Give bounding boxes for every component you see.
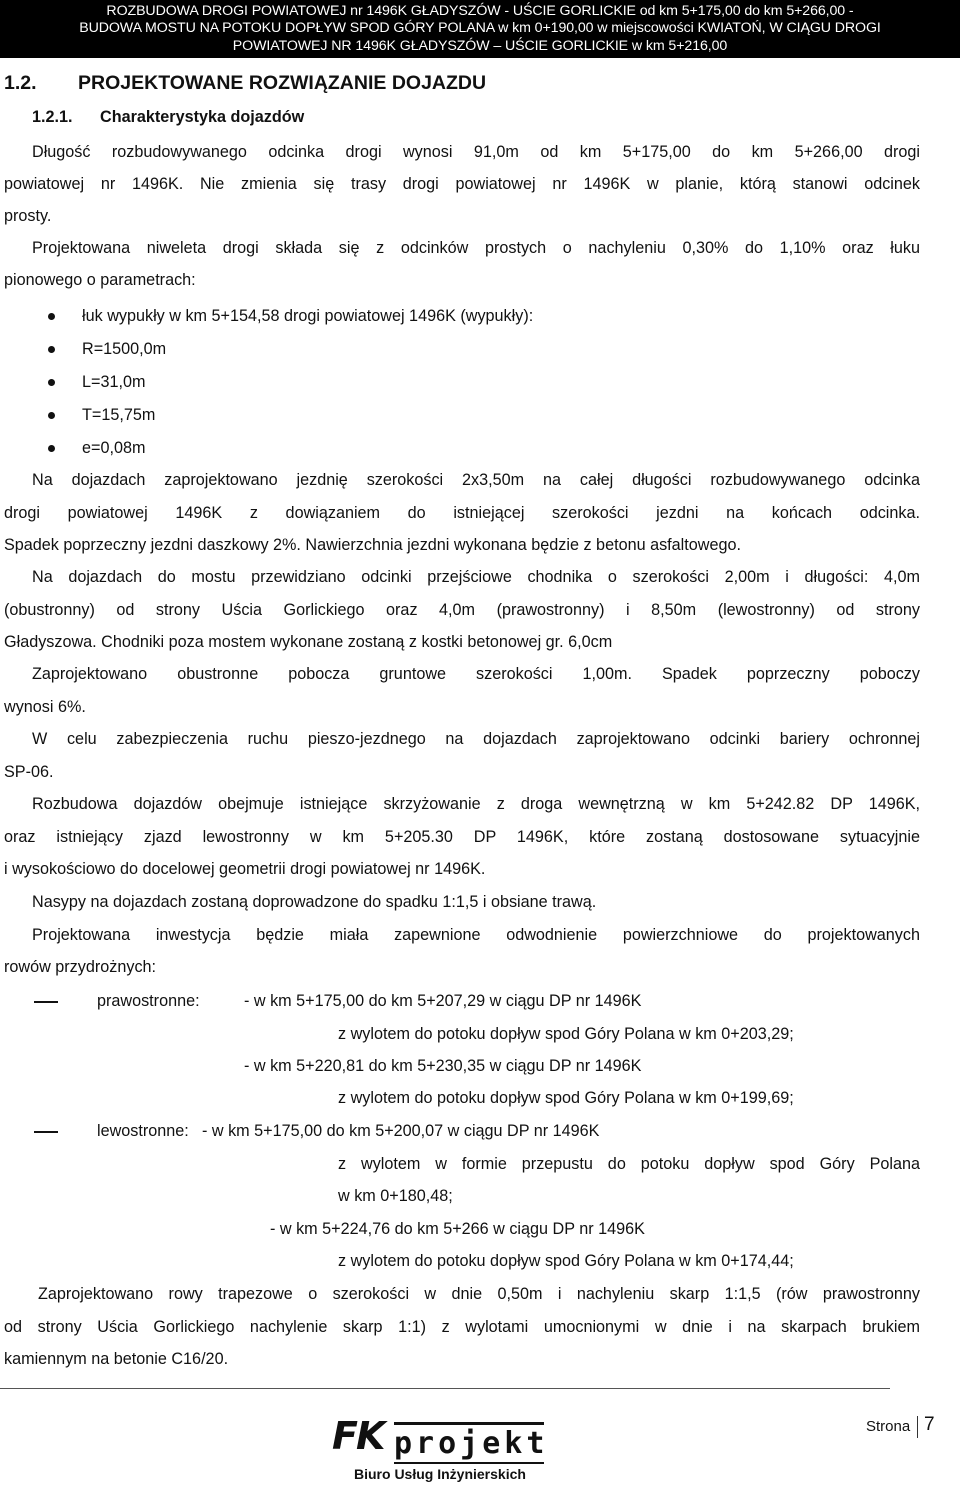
footer-divider — [0, 1388, 890, 1389]
paragraph-line: Na dojazdach do mostu przewidziano odcinki przejściowe chodnika o szerokości 2,00m i długości: 4,0m — [32, 568, 920, 586]
paragraph-line: Zaprojektowano rowy trapezowe o szerokości w dnie 0,50m i nachyleniu skarp 1:1,5 (rów prawostronny — [38, 1285, 920, 1303]
bullet-icon — [48, 379, 55, 386]
section-number: 1.2. — [4, 72, 37, 94]
ditch-segment: - w km 5+175,00 do km 5+207,29 w ciągu DP nr 1496K — [244, 992, 642, 1010]
paragraph-line: i wysokościowo do docelowej geometrii drogi powiatowej nr 1496K. — [4, 860, 486, 878]
logo-wordmark: projekt — [394, 1426, 549, 1461]
subsection-heading — [32, 108, 304, 127]
ditch-label-left: lewostronne: — [97, 1122, 189, 1140]
bullet-icon — [48, 313, 55, 320]
paragraph-line: Rozbudowa dojazdów obejmuje istniejące skrzyżowanie z droga wewnętrzną w km 5+242.82 DP 1496K, — [32, 795, 920, 813]
paragraph-line: pionowego o parametrach: — [4, 271, 196, 289]
list-item: T=15,75m — [82, 406, 156, 424]
paragraph-line: kamiennym na betonie C16/20. — [4, 1350, 229, 1368]
ditch-label-right: prawostronne: — [97, 992, 200, 1010]
ditch-segment: - w km 5+175,00 do km 5+200,07 w ciągu DP nr 1496K — [202, 1122, 600, 1140]
subsection-title: Charakterystyka dojazdów — [100, 108, 305, 126]
paragraph-line: (obustronny) od strony Uścia Gorlickiego oraz 4,0m (prawostronny) i 8,50m (lewostronny) od strony — [4, 601, 920, 619]
paragraph-line: W celu zabezpieczenia ruchu pieszo-jezdnego na dojazdach zaprojektowano odcinki bariery ochronnej — [32, 730, 920, 748]
paragraph-line: Projektowana inwestycja będzie miała zapewnione odwodnienie powierzchniowe do projektowanych — [32, 926, 920, 944]
section-title: PROJEKTOWANE ROZWIĄZANIE DOJAZDU — [78, 72, 487, 94]
list-item: łuk wypukły w km 5+154,58 drogi powiatowej 1496K (wypukły): — [82, 307, 534, 325]
header-line-2: BUDOWA MOSTU NA POTOKU DOPŁYW SPOD GÓRY POLANA w km 0+190,00 w miejscowości KWIATOŃ, W CIĄGU DROGI — [79, 20, 881, 36]
header-line-3: POWIATOWEJ NR 1496K GŁADYSZÓW – UŚCIE GORLICKIE w km 5+216,00 — [232, 38, 728, 54]
header-line-1: ROZBUDOWA DROGI POWIATOWEJ nr 1496K GŁADYSZÓW - UŚCIE GORLICKIE od km 5+175,00 do km 5+266,00 - — [106, 3, 854, 19]
paragraph-line: Na dojazdach zaprojektowano jezdnię szerokości 2x3,50m na całej długości rozbudowywanego odcinka — [32, 471, 920, 489]
list-item: R=1500,0m — [82, 340, 167, 358]
dash-icon — [34, 1001, 58, 1003]
logo-subtitle: Biuro Usług Inżynierskich — [354, 1466, 526, 1482]
paragraph-line: prosty. — [4, 207, 52, 225]
ditch-segment: - w km 5+224,76 do km 5+266 w ciągu DP nr 1496K — [270, 1220, 645, 1238]
ditch-outlet: z wylotem do potoku dopływ spod Góry Polana w km 0+199,69; — [338, 1089, 794, 1107]
paragraph-line: Spadek poprzeczny jezdni daszkowy 2%. Nawierzchnia jezdni wykonana będzie z betonu asfaltowego. — [4, 536, 741, 554]
ditch-outlet: z wylotem do potoku dopływ spod Góry Polana w km 0+203,29; — [338, 1025, 794, 1043]
paragraph-line: Długość rozbudowywanego odcinka drogi wynosi 91,0m od km 5+175,00 do km 5+266,00 drogi — [32, 143, 920, 161]
bullet-icon — [48, 445, 55, 452]
document-header — [0, 0, 960, 58]
bullet-icon — [48, 346, 55, 353]
list-item: L=31,0m — [82, 373, 146, 391]
paragraph-line: wynosi 6%. — [4, 698, 86, 716]
subsection-number: 1.2.1. — [32, 108, 73, 126]
ditch-outlet: w km 0+180,48; — [338, 1187, 453, 1205]
dash-icon — [34, 1131, 58, 1133]
logo-mark: FK — [332, 1414, 384, 1458]
paragraph-line: oraz istniejący zjazd lewostronny w km 5+205.30 DP 1496K, które zostaną dostosowane sytuacyjnie — [4, 828, 920, 846]
paragraph-line: od strony Uścia Gorlickiego nachylenie skarp 1:1) z wylotami umocnionymi w dnie i na skarpach brukiem — [4, 1318, 920, 1336]
logo-bar — [394, 1422, 544, 1425]
page-number: 7 — [924, 1414, 935, 1435]
paragraph-line: Zaprojektowano obustronne pobocza gruntowe szerokości 1,00m. Spadek poprzeczny poboczy — [32, 665, 920, 683]
paragraph-line: rowów przydrożnych: — [4, 958, 157, 976]
section-heading — [4, 72, 486, 95]
page-label: Strona — [866, 1418, 911, 1435]
paragraph-line: Projektowana niweleta drogi składa się z odcinków prostych o nachyleniu 0,30% do 1,10% oraz łuku — [32, 239, 920, 257]
ditch-outlet: z wylotem do potoku dopływ spod Góry Polana w km 0+174,44; — [338, 1252, 794, 1270]
ditch-outlet: z wylotem w formie przepustu do potoku dopływ spod Góry Polana — [338, 1155, 920, 1173]
company-logo — [322, 1412, 566, 1484]
bullet-icon — [48, 412, 55, 419]
list-item: e=0,08m — [82, 439, 146, 457]
paragraph-line: powiatowej nr 1496K. Nie zmienia się trasy drogi powiatowej nr 1496K w planie, którą stanowi odcinek — [4, 175, 920, 193]
paragraph-line: Nasypy na dojazdach zostaną doprowadzone do spadku 1:1,5 i obsiane trawą. — [32, 893, 597, 911]
ditch-segment: - w km 5+220,81 do km 5+230,35 w ciągu DP nr 1496K — [244, 1057, 642, 1075]
paragraph-line: SP-06. — [4, 763, 54, 781]
logo-bar — [394, 1462, 544, 1464]
paragraph-line: drogi powiatowej 1496K z dowiązaniem do istniejącej szerokości jezdni na końcach odcinka. — [4, 504, 920, 522]
paragraph-line: Gładyszowa. Chodniki poza mostem wykonane zostaną z kostki betonowej gr. 6,0cm — [4, 633, 613, 651]
page-separator — [917, 1416, 918, 1438]
